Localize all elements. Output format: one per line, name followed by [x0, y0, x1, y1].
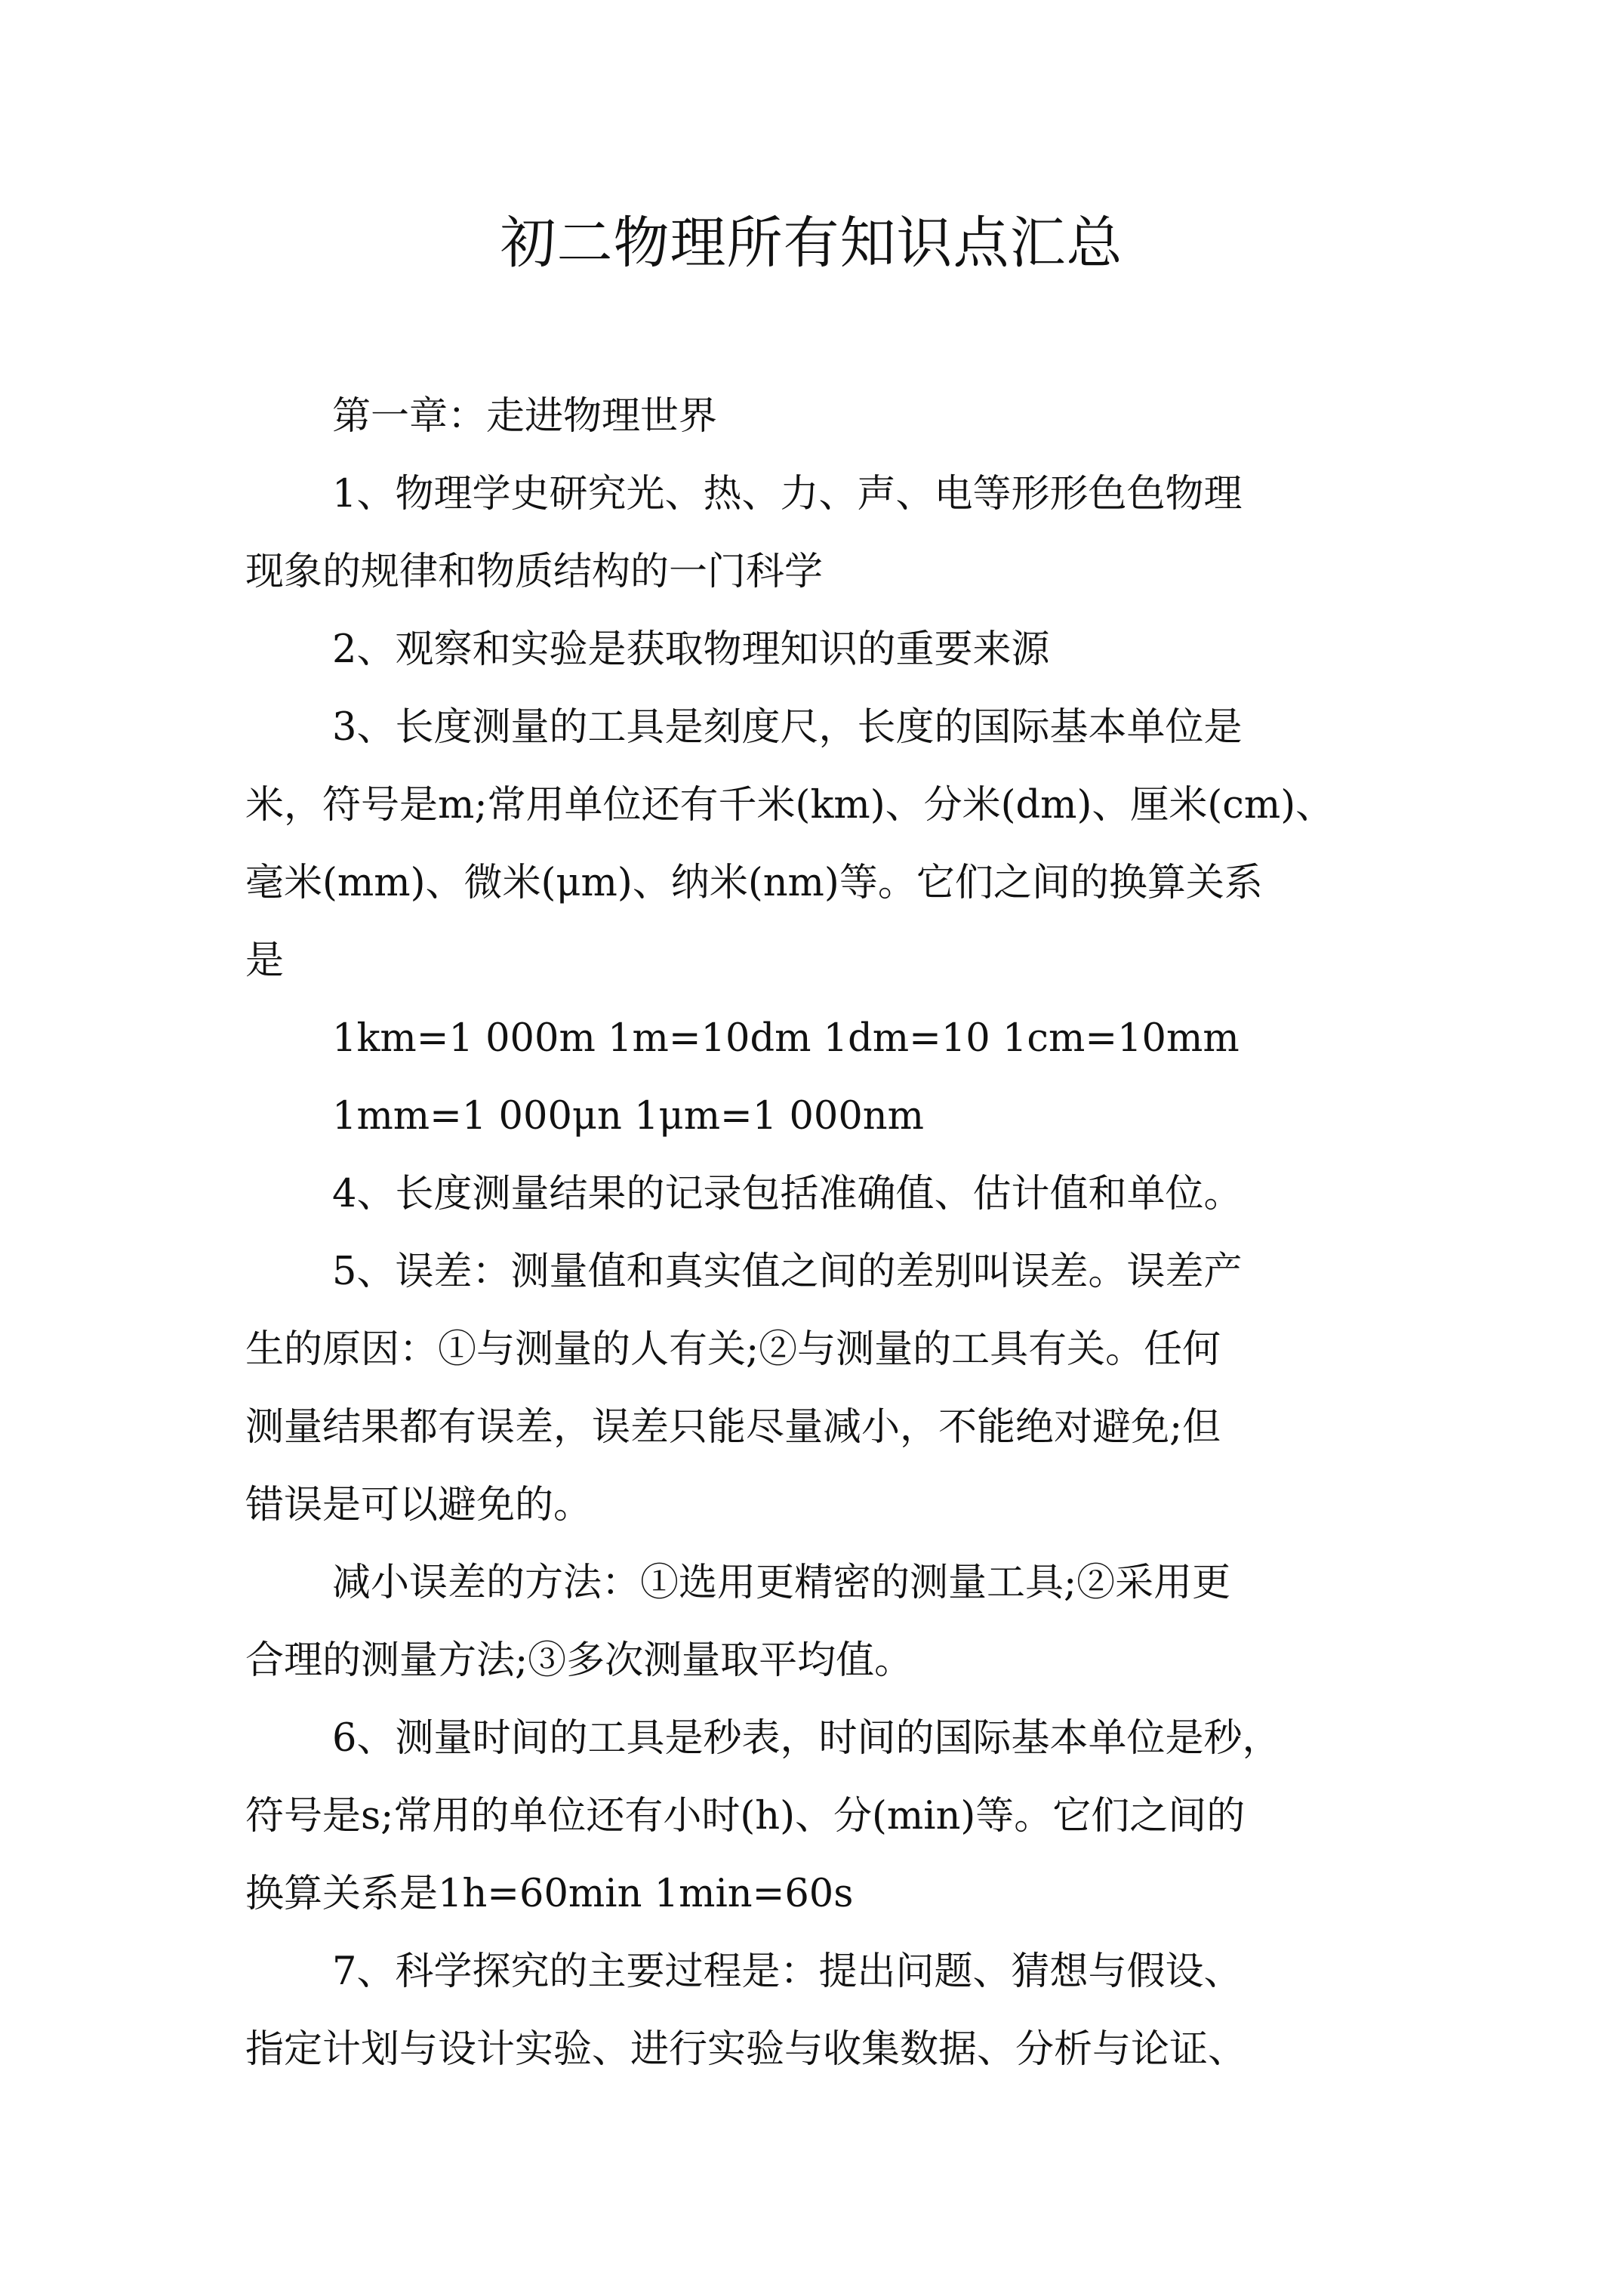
line-text: 现象的规律和物质结构的一门科学 — [245, 550, 824, 594]
page-title: 初二物理所有知识点汇总 — [500, 211, 1123, 276]
paragraph-line — [245, 1000, 1419, 1077]
paragraph-line — [245, 1855, 1419, 1933]
line-text: 合理的测量方法;③多次测量取平均值。 — [245, 1638, 913, 1683]
paragraph-line — [245, 1077, 1419, 1155]
line-text: 第一章：走进物理世界 — [332, 394, 718, 439]
line-text: 4、长度测量结果的记录包括准确值、估计值和单位。 — [332, 1172, 1243, 1216]
paragraph-line — [245, 1233, 1419, 1311]
line-text: 1km=1 000m 1m=10dm 1dm=10 1cm=10mm — [332, 1016, 1240, 1061]
paragraph-line — [245, 844, 1419, 922]
paragraph-line — [245, 1388, 1419, 1466]
paragraph-line — [245, 2011, 1419, 2088]
line-text: 是 — [245, 938, 285, 983]
paragraph-line — [245, 455, 1419, 533]
line-text: 指定计划与设计实验、进行实验与收集数据、分析与论证、 — [245, 2027, 1247, 2072]
line-text: 米，符号是m;常用单位还有千米(km)、分米(dm)、厘米(cm)、 — [245, 783, 1335, 827]
line-text: 5、误差：测量值和真实值之间的差别叫误差。误差产 — [332, 1250, 1243, 1294]
line-text: 1mm=1 000μn 1μm=1 000nm — [332, 1094, 925, 1139]
paragraph-line — [245, 689, 1419, 766]
paragraph-line — [245, 533, 1419, 611]
paragraph-line — [245, 1544, 1419, 1622]
document-body — [245, 378, 1419, 2088]
paragraph-line — [245, 1311, 1419, 1388]
paragraph-line — [245, 1466, 1419, 1544]
paragraph-line — [245, 1700, 1419, 1777]
line-text: 3、长度测量的工具是刻度尺，长度的国际基本单位是 — [332, 705, 1243, 750]
paragraph-line — [245, 1933, 1419, 2011]
line-text: 测量结果都有误差，误差只能尽量减小，不能绝对避免;但 — [245, 1405, 1221, 1450]
line-text: 2、观察和实验是获取物理知识的重要来源 — [332, 627, 1050, 672]
paragraph-line — [245, 766, 1419, 844]
paragraph-line — [245, 1155, 1419, 1233]
line-text: 毫米(mm)、微米(μm)、纳米(nm)等。它们之间的换算关系 — [245, 861, 1263, 905]
line-text: 减小误差的方法：①选用更精密的测量工具;②采用更 — [332, 1561, 1231, 1605]
line-text: 符号是s;常用的单位还有小时(h)、分(min)等。它们之间的 — [245, 1794, 1246, 1838]
line-text: 1、物理学史研究光、热、力、声、电等形形色色物理 — [332, 472, 1243, 516]
paragraph-line — [245, 922, 1419, 1000]
line-text: 生的原因：①与测量的人有关;②与测量的工具有关。任何 — [245, 1327, 1221, 1372]
paragraph-line — [245, 1622, 1419, 1700]
line-text: 7、科学探究的主要过程是：提出问题、猜想与假设、 — [332, 1949, 1243, 1994]
paragraph-line — [245, 1777, 1419, 1855]
line-text: 6、测量时间的工具是秒表，时间的国际基本单位是秒， — [332, 1716, 1281, 1761]
paragraph-line — [245, 378, 1419, 455]
line-text: 换算关系是1h=60min 1min=60s — [245, 1872, 854, 1916]
paragraph-line — [245, 611, 1419, 689]
line-text: 错误是可以避免的。 — [245, 1483, 593, 1527]
